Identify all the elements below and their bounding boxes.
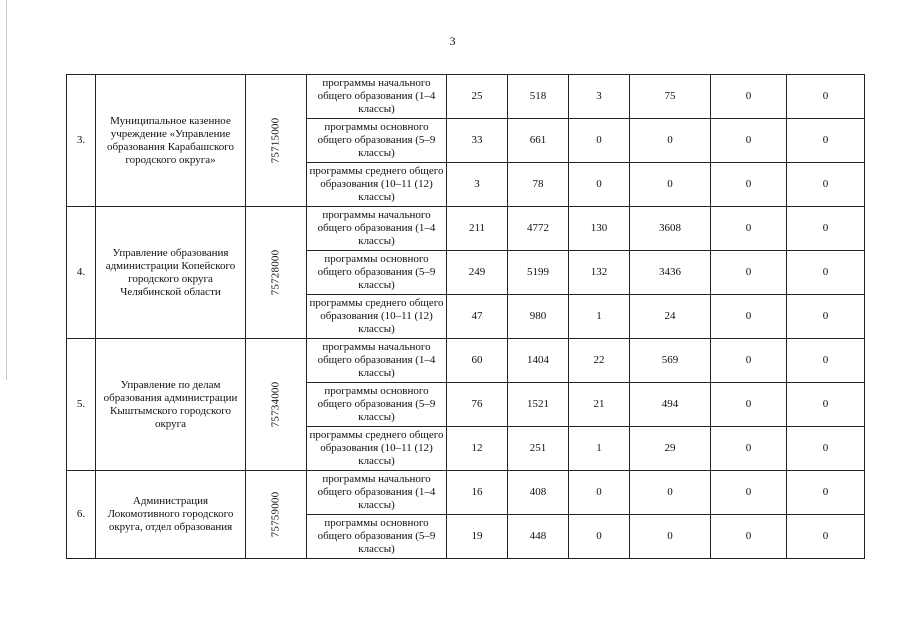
value-cell: 3: [569, 75, 630, 119]
value-cell: 408: [508, 471, 569, 515]
oktmo-code: 75734000: [269, 381, 282, 428]
left-margin-rule: [6, 0, 7, 380]
oktmo-code-cell: [246, 339, 307, 471]
value-cell: 980: [508, 295, 569, 339]
value-cell: 494: [630, 383, 711, 427]
value-cell: 0: [630, 119, 711, 163]
value-cell: 0: [787, 383, 865, 427]
value-cell: 132: [569, 251, 630, 295]
value-cell: 0: [711, 295, 787, 339]
program-name: программы начального общего образования (1–4 классы): [307, 339, 447, 383]
value-cell: 0: [787, 119, 865, 163]
value-cell: 0: [711, 251, 787, 295]
value-cell: 0: [787, 515, 865, 559]
value-cell: 0: [569, 471, 630, 515]
program-name: программы начального общего образования (1–4 классы): [307, 207, 447, 251]
value-cell: 0: [711, 471, 787, 515]
value-cell: 29: [630, 427, 711, 471]
value-cell: 0: [787, 339, 865, 383]
value-cell: 0: [569, 119, 630, 163]
organization-name: Управление по делам образования администрации Кыштымского городского округа: [96, 339, 246, 471]
oktmo-code-cell: [246, 75, 307, 207]
value-cell: 661: [508, 119, 569, 163]
value-cell: 16: [447, 471, 508, 515]
page-number: 3: [449, 34, 456, 48]
value-cell: 0: [787, 251, 865, 295]
value-cell: 0: [711, 383, 787, 427]
value-cell: 0: [787, 207, 865, 251]
value-cell: 76: [447, 383, 508, 427]
program-name: программы среднего общего образования (10–11 (12) классы): [307, 427, 447, 471]
program-name: программы среднего общего образования (10–11 (12) классы): [307, 295, 447, 339]
value-cell: 569: [630, 339, 711, 383]
table-body: [67, 75, 865, 559]
value-cell: 130: [569, 207, 630, 251]
value-cell: 1: [569, 295, 630, 339]
program-name: программы начального общего образования (1–4 классы): [307, 471, 447, 515]
value-cell: 249: [447, 251, 508, 295]
value-cell: 0: [569, 163, 630, 207]
value-cell: 78: [508, 163, 569, 207]
value-cell: 33: [447, 119, 508, 163]
table-row: [67, 339, 865, 383]
oktmo-code: 75759000: [269, 491, 282, 538]
value-cell: 0: [711, 427, 787, 471]
value-cell: 211: [447, 207, 508, 251]
value-cell: 0: [787, 163, 865, 207]
value-cell: 1521: [508, 383, 569, 427]
program-name: программы основного общего образования (5–9 классы): [307, 119, 447, 163]
value-cell: 25: [447, 75, 508, 119]
value-cell: 1: [569, 427, 630, 471]
value-cell: 60: [447, 339, 508, 383]
value-cell: 0: [711, 119, 787, 163]
oktmo-code: 75715000: [269, 117, 282, 164]
value-cell: 12: [447, 427, 508, 471]
value-cell: 47: [447, 295, 508, 339]
oktmo-code: 75728000: [269, 249, 282, 296]
row-number: 6.: [67, 471, 96, 559]
value-cell: 19: [447, 515, 508, 559]
table-row: [67, 471, 865, 515]
value-cell: 3436: [630, 251, 711, 295]
value-cell: 24: [630, 295, 711, 339]
value-cell: 75: [630, 75, 711, 119]
table-row: [67, 75, 865, 119]
value-cell: 4772: [508, 207, 569, 251]
value-cell: 0: [787, 471, 865, 515]
oktmo-code-cell: [246, 207, 307, 339]
value-cell: 448: [508, 515, 569, 559]
organization-name: Муниципальное казенное учреждение «Управление образования Карабашского городского округа»: [96, 75, 246, 207]
value-cell: 518: [508, 75, 569, 119]
value-cell: 0: [787, 75, 865, 119]
education-budget-table: [66, 74, 865, 559]
value-cell: 5199: [508, 251, 569, 295]
value-cell: 21: [569, 383, 630, 427]
value-cell: 3: [447, 163, 508, 207]
value-cell: 22: [569, 339, 630, 383]
oktmo-code-cell: [246, 471, 307, 559]
row-number: 3.: [67, 75, 96, 207]
program-name: программы начального общего образования (1–4 классы): [307, 75, 447, 119]
value-cell: 0: [711, 207, 787, 251]
program-name: программы среднего общего образования (10–11 (12) классы): [307, 163, 447, 207]
organization-name: Администрация Локомотивного городского округа, отдел образования: [96, 471, 246, 559]
value-cell: 0: [711, 163, 787, 207]
value-cell: 0: [630, 471, 711, 515]
value-cell: 3608: [630, 207, 711, 251]
program-name: программы основного общего образования (5–9 классы): [307, 515, 447, 559]
value-cell: 0: [711, 75, 787, 119]
value-cell: 0: [630, 515, 711, 559]
row-number: 5.: [67, 339, 96, 471]
value-cell: 0: [787, 295, 865, 339]
value-cell: 0: [711, 515, 787, 559]
row-number: 4.: [67, 207, 96, 339]
value-cell: 1404: [508, 339, 569, 383]
value-cell: 0: [630, 163, 711, 207]
value-cell: 251: [508, 427, 569, 471]
organization-name: Управление образования администрации Копейского городского округа Челябинской области: [96, 207, 246, 339]
program-name: программы основного общего образования (5–9 классы): [307, 383, 447, 427]
value-cell: 0: [569, 515, 630, 559]
value-cell: 0: [787, 427, 865, 471]
program-name: программы основного общего образования (5–9 классы): [307, 251, 447, 295]
value-cell: 0: [711, 339, 787, 383]
table-row: [67, 207, 865, 251]
